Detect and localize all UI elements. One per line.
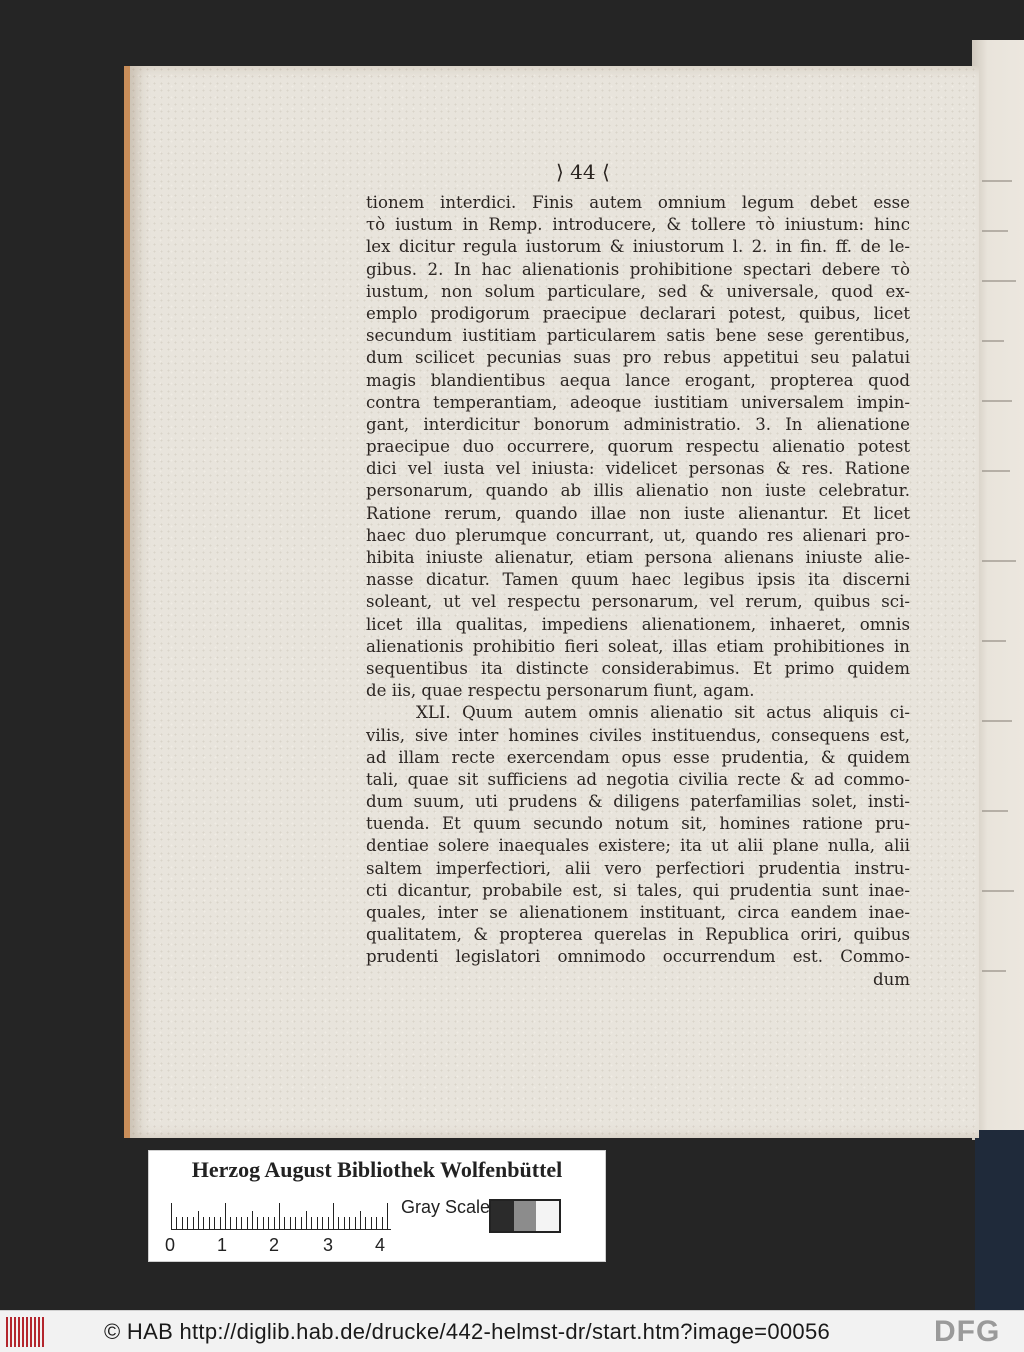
text-line: secundum iustitiam particularem satis bene sese gerentibus, [366, 326, 910, 346]
text-line: alienationis prohibitio fieri soleat, illas etiam prohibitiones in [366, 636, 910, 656]
adjacent-page-edge [972, 40, 1024, 1140]
ruler-tick [236, 1217, 237, 1229]
ruler-label: 2 [269, 1235, 280, 1255]
ruler-tick [279, 1203, 280, 1229]
scale-ruler [171, 1201, 391, 1235]
ruler-tick [387, 1203, 388, 1229]
library-name: Herzog August Bibliothek Wolfenbüttel [191, 1157, 563, 1182]
copyright-url[interactable]: © HAB http://diglib.hab.de/drucke/442-helmst-dr/start.htm?image=00056 [104, 1319, 831, 1344]
gray-patch-dark [491, 1201, 514, 1231]
ruler-tick [176, 1217, 177, 1229]
text-line: cti dicantur, probabile est, si tales, qui prudentia sunt inae- [366, 880, 910, 900]
text-line: saltem imperfectiori, alii vero perfectiori prudentia instru- [366, 858, 910, 878]
ruler-tick [382, 1217, 383, 1229]
ruler-tick [171, 1203, 172, 1229]
text-line: sequentibus ita distincte considerabimus. Et primo quidem [366, 658, 910, 678]
ruler-tick [257, 1217, 258, 1229]
gray-scale-label: Gray Scale [401, 1197, 491, 1217]
ruler-tick [203, 1217, 204, 1229]
text-line: XLI. Quum autem omnis alienatio sit actus aliquis ci- [416, 703, 910, 723]
text-line: iustum, non solum particulare, sed & universale, quod ex- [366, 281, 910, 301]
ruler-tick [333, 1203, 334, 1229]
text-line: personarum, quando ab illis alienatio non iuste celebratur. [366, 481, 910, 501]
page-text [366, 192, 910, 991]
dfg-logo: DFG [934, 1315, 1001, 1348]
gray-patch-light [536, 1201, 559, 1231]
ruler-tick [247, 1217, 248, 1229]
text-line: qualitatem, & propterea querelas in Republica oriri, quibus [366, 925, 910, 945]
viewer-footer [0, 1310, 1024, 1352]
ruler-tick [290, 1217, 291, 1229]
ruler-tick [355, 1217, 356, 1229]
text-line: dici vel iusta vel iniusta: videlicet personas & res. Ratione [366, 459, 910, 479]
ruler-tick [360, 1211, 361, 1229]
text-line: hibita iniuste alienatur, etiam persona alienans iniuste alie- [366, 548, 910, 567]
gray-patch-mid [514, 1201, 537, 1231]
text-line: gant, interdicitur bonorum administratio. 3. In alienatione [366, 414, 910, 434]
text-line: emplo prodigorum praecipue declarari potest, quibus, licet [366, 303, 910, 323]
ruler-tick [241, 1217, 242, 1229]
page-number-header: ⟩ 44 ⟨ [556, 160, 610, 184]
ruler-tick [365, 1217, 366, 1229]
book-cover-edge [975, 1130, 1024, 1310]
ruler-tick [182, 1217, 183, 1229]
text-line: gibus. 2. In hac alienationis prohibitione spectari debere τὸ [366, 259, 910, 279]
catchword: dum [872, 969, 910, 989]
ruler-label: 4 [375, 1235, 386, 1255]
text-line: contra temperantiam, adeoque iustitiam universalem impin- [366, 392, 910, 412]
ruler-tick [328, 1217, 329, 1229]
ruler-tick [376, 1217, 377, 1229]
text-line: lex dicitur regula iustorum & iniustorum l. 2. in fin. ff. de le- [366, 237, 910, 257]
ruler-tick [338, 1217, 339, 1229]
text-line: dum scilicet pecunias suas pro rebus appetitui seu palatui [366, 348, 910, 368]
ruler-tick [209, 1217, 210, 1229]
text-line: licet illa qualitas, impediens alienationem, inhaeret, omnis [366, 614, 910, 634]
ruler-tick [344, 1217, 345, 1229]
ruler-tick [263, 1217, 264, 1229]
color-target-card [148, 1150, 606, 1262]
ruler-tick [268, 1217, 269, 1229]
ruler-tick [225, 1203, 226, 1229]
text-line: magis blandientibus aequa lance erogant, propterea quod [366, 370, 910, 390]
text-line: tuenda. Et quum secundo notum sit, homines ratione pru- [366, 814, 910, 834]
ruler-tick [317, 1217, 318, 1229]
ruler-tick [295, 1217, 296, 1229]
text-line: ad illam recte exercendam opus esse prudentia, & quidem [366, 747, 910, 767]
text-line: vilis, sive inter homines civiles instituendus, consequens est, [366, 725, 910, 745]
ruler-tick [230, 1217, 231, 1229]
ruler-tick [252, 1211, 253, 1229]
text-line: soleant, ut vel respectu personarum, vel rerum, quibus sci- [366, 592, 910, 612]
ruler-tick [322, 1217, 323, 1229]
text-line: τὸ iustum in Remp. introducere, & tollere τὸ iniustum: hinc [366, 215, 910, 235]
ruler-label: 1 [217, 1235, 228, 1255]
text-line: prudenti legislatori omnimodo occurrendum est. Commo- [366, 947, 910, 967]
ruler-tick [301, 1217, 302, 1229]
text-line: dentiae solere inaequales existere; ita ut alii plane nulla, alii [366, 836, 910, 856]
ruler-tick [193, 1217, 194, 1229]
ruler-tick [214, 1217, 215, 1229]
ruler-tick [274, 1217, 275, 1229]
ruler-label: 0 [165, 1235, 176, 1255]
text-line: Ratione rerum, quando illae non iuste alienantur. Et licet [366, 503, 910, 523]
ruler-label: 3 [323, 1235, 334, 1255]
text-line: nasse dicatur. Tamen quum haec legibus ipsis ita discerni [366, 570, 910, 590]
gray-scale-patches [489, 1199, 561, 1233]
ruler-tick [306, 1211, 307, 1229]
ruler-tick [220, 1217, 221, 1229]
text-line: tionem interdici. Finis autem omnium legum debet esse [366, 193, 910, 212]
ruler-tick [311, 1217, 312, 1229]
ruler-tick [198, 1211, 199, 1229]
ruler-tick [371, 1217, 372, 1229]
text-line: dum suum, uti prudens & diligens paterfamilias solet, insti- [366, 792, 910, 812]
text-line: haec duo plerumque concurrant, ut, quando res alienari pro- [366, 525, 910, 545]
ruler-tick [284, 1217, 285, 1229]
ruler-labels [165, 1235, 405, 1255]
ruler-tick [349, 1217, 350, 1229]
text-line: de iis, quae respectu personarum fiunt, agam. [366, 681, 755, 701]
text-line: quales, inter se alienationem instituant, circa eandem inae- [366, 903, 910, 922]
hab-barcode-logo [6, 1317, 46, 1347]
text-line: tali, quae sit sufficiens ad negotia civilia recte & ad commo- [366, 769, 910, 789]
text-line: praecipue duo occurrere, quorum respectu alienatio potest [366, 437, 910, 457]
ruler-tick [187, 1217, 188, 1229]
